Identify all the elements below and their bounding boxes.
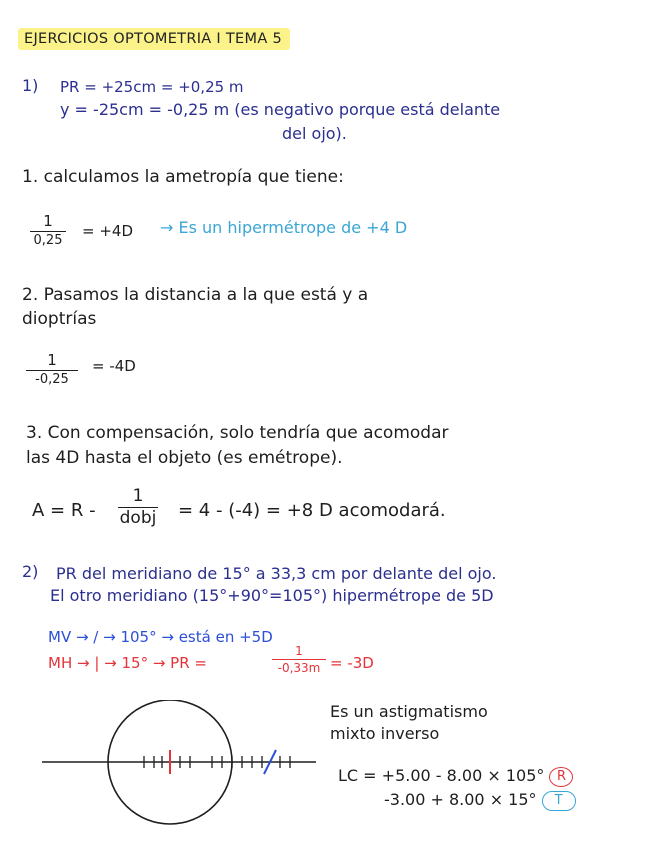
page-title: EJERCICIOS OPTOMETRIA I TEMA 5 [18, 28, 290, 50]
fraction-bar [30, 231, 66, 232]
fraction-numerator: 1 [132, 486, 144, 506]
fraction-1-over-minus-033 [272, 645, 326, 674]
step-1-text: 1. calculamos la ametropía que tiene: [22, 167, 344, 187]
step-3-text-continued: las 4D hasta el objeto (es emétrope). [26, 448, 343, 468]
accommodation-equation-left: A = R - [32, 500, 96, 521]
accommodation-equation-right: = 4 - (-4) = +8 D acomodará. [178, 500, 446, 521]
horizontal-meridian-result: = -3D [330, 654, 374, 672]
lens-prescription-line-2 [384, 790, 576, 811]
exercise-2-number: 2) [22, 562, 39, 581]
step-2-text-continued: dioptrías [22, 309, 97, 329]
distance-dioptres-result: = -4D [92, 357, 136, 375]
fraction-bar [272, 659, 326, 660]
fraction-numerator: 1 [295, 644, 303, 658]
badge-r: R [549, 767, 573, 787]
object-distance-line-continued: del ojo). [282, 124, 347, 143]
exercise-2-line-2: El otro meridiano (15°+90°=105°) hipermétrope de 5D [50, 586, 494, 605]
prescription-positive-cylinder: -3.00 + 8.00 × 15° [384, 790, 537, 809]
fraction-denominator: -0,33m [277, 661, 321, 675]
ametropia-result: = +4D [82, 222, 133, 240]
fraction-numerator: 1 [43, 212, 53, 230]
step-2-text: 2. Pasamos la distancia a la que está y a [22, 285, 369, 305]
meridian-diagram [40, 700, 320, 830]
horizontal-meridian-line: MH → | → 15° → PR = [48, 654, 207, 672]
prescription-negative-cylinder: LC = +5.00 - 8.00 × 105° [338, 766, 545, 785]
astigmatism-type-line-2: mixto inverso [330, 724, 440, 743]
exercise-1-number: 1) [22, 76, 39, 95]
hyperope-conclusion: → Es un hipermétrope de +4 D [160, 218, 408, 237]
fraction-numerator: 1 [47, 351, 57, 369]
vertical-meridian-line: MV → / → 105° → está en +5D [48, 628, 273, 646]
fraction-denominator: -0,25 [35, 372, 69, 387]
astigmatism-type-line-1: Es un astigmatismo [330, 702, 488, 721]
fraction-1-over-025 [30, 214, 66, 247]
far-point-line: PR = +25cm = +0,25 m [60, 78, 244, 96]
fraction-bar [26, 370, 78, 371]
fraction-denominator: 0,25 [33, 233, 63, 248]
badge-t: T [542, 791, 576, 811]
fraction-denominator: dobj [119, 508, 157, 528]
fraction-1-over-minus-025 [26, 353, 78, 386]
step-3-text: 3. Con compensación, solo tendría que acomodar [26, 423, 449, 443]
exercise-2-line-1: PR del meridiano de 15° a 33,3 cm por delante del ojo. [56, 564, 497, 583]
object-distance-line: y = -25cm = -0,25 m (es negativo porque está delante [60, 100, 501, 119]
fraction-1-over-dobj [118, 488, 158, 527]
lens-prescription-line-1 [338, 766, 573, 787]
